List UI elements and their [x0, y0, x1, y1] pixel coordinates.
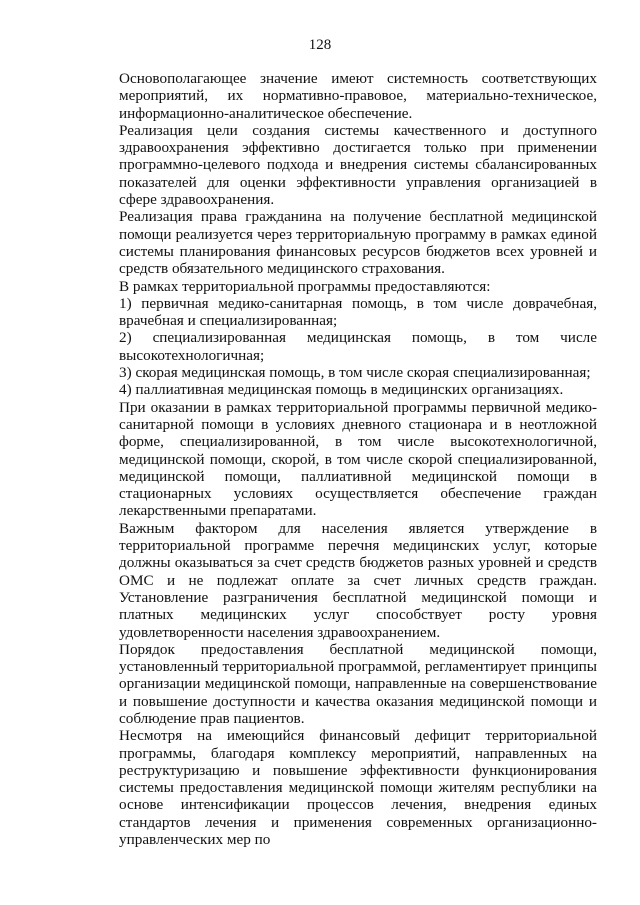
paragraph-7-text: Порядок предоставления бесплатной медицинской помощи, установленный территориальной программой, регламентирует принципы организации медицинской помощи, направленные на совершенствование и повышение доступности и качества оказания медицинской помощи и соблюдение прав пациентов.: [119, 640, 597, 727]
list-item-2-text: 2) специализированная медицинская помощь, в том числе высокотехнологичная;: [119, 329, 597, 364]
paragraph-3-text: Реализация права гражданина на получение бесплатной медицинской помощи реализуется через территориальную программу в рамках единой системы планирования финансовых ресурсов бюджетов всех уровней и средств обязательного медицинского страхования.: [119, 208, 597, 278]
paragraph-8-text: Несмотря на имеющийся финансовый дефицит территориальной программы, благодаря комплексу мероприятий, направленных на реструктуризацию и повышение эффективности функционирования системы предоставления медицинской помощи жителям республики на основе интенсификации процессов лечения, внедрения единых стандартов лечения и применения современных организационно-управленческих мер по: [119, 727, 597, 849]
paragraph-3: [119, 208, 597, 277]
paragraph-4-text: В рамках территориальной программы предоставляются:: [119, 277, 491, 295]
paragraph-7: [119, 641, 597, 727]
list-item-4-text: 4) паллиативная медицинская помощь в медицинских организациях.: [119, 381, 564, 399]
list-item-4: [119, 381, 597, 398]
page-number: 128: [308, 37, 332, 53]
paragraph-6: [119, 520, 597, 641]
paragraph-6-text: Важным фактором для населения является утверждение в территориальной программе перечня медицинских услуг, которые должны оказываться за счет средств бюджетов разных уровней и средств ОМС и не подлежат оплате за счет личных средств граждан. Установление разграничения бесплатной медицинской помощи и платных медицинских услуг способствует росту уровня удовлетворенности населения здравоохранением.: [119, 519, 597, 641]
paragraph-1: [119, 70, 597, 122]
list-item-3-text: 3) скорая медицинская помощь, в том числе скорая специализированная;: [119, 364, 591, 382]
paragraph-4: [119, 278, 597, 295]
list-item-3: [119, 364, 597, 381]
paragraph-1-text: Основополагающее значение имеют системность соответствующих мероприятий, их нормативно-правовое, материально-техническое, информационно-аналитическое обеспечение.: [119, 70, 597, 122]
list-item-1-text: 1) первичная медико-санитарная помощь, в том числе доврачебная, врачебная и специализированная;: [119, 294, 597, 330]
paragraph-5: [119, 399, 597, 520]
list-item-2: [119, 329, 597, 364]
paragraph-2-text: Реализация цели создания системы качественного и доступного здравоохранения эффективно достигается только при применении программно-целевого подхода и внедрения системы сбалансированных показателей для оценки эффективности управления организацией в сфере здравоохранения.: [119, 121, 597, 209]
paragraph-8: [119, 727, 597, 848]
paragraph-5-text: При оказании в рамках территориальной программы первичной медико-санитарной помощи в условиях дневного стационара и в неотложной форме, специализированной, в том числе высокотехнологичной, медицинской помощи, скорой, в том числе скорой специализированной, медицинской помощи, паллиативной медицинской помощи в стационарных условиях осуществляется обеспечение граждан лекарственными препаратами.: [119, 398, 597, 520]
list-item-1: [119, 295, 597, 330]
body-text: [119, 70, 597, 848]
paragraph-2: [119, 122, 597, 208]
